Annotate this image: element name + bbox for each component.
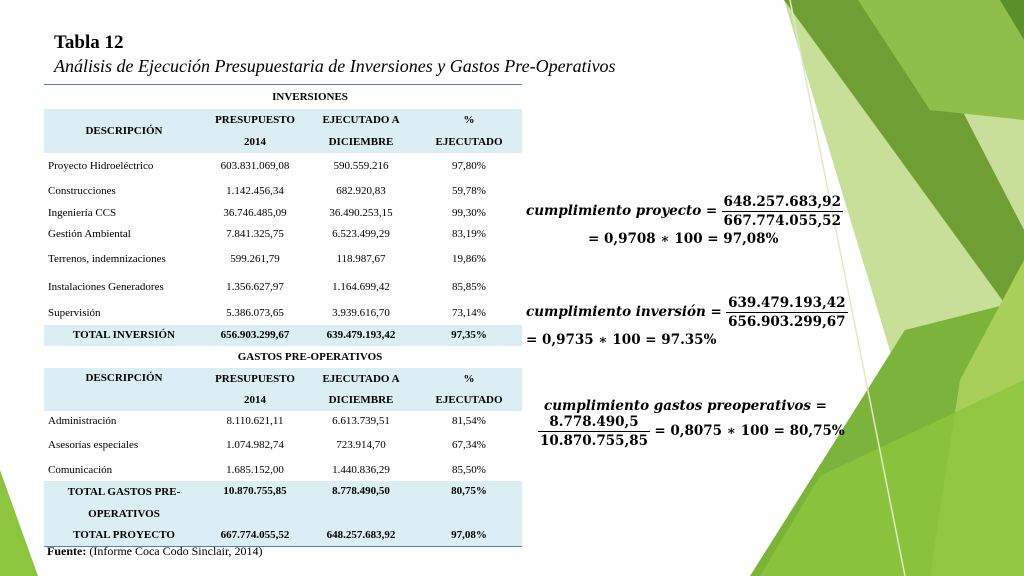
formula-gastos <box>538 398 845 449</box>
table-subtitle: Análisis de Ejecución Presupuestaria de Inversiones y Gastos Pre-Operativos <box>54 56 616 76</box>
total-inversion-ejecutado: 639.479.193,42 <box>306 325 416 346</box>
row-desc: Comunicación <box>48 463 113 476</box>
row-presupuesto: 36.746.485,09 <box>223 207 287 219</box>
gastos-header-pct: % <box>416 368 522 390</box>
formula-inversion-result: = 0,9735 ∗ 100 = 97.35% <box>526 332 717 348</box>
formula-proyecto <box>526 194 843 247</box>
inversiones-heading-row <box>44 85 522 109</box>
row-ejecutado: 590.559.216 <box>333 159 389 172</box>
header-presupuesto: PRESUPUESTO <box>204 109 306 131</box>
gastos-header-ejecutado: EJECUTADO A <box>306 368 416 390</box>
row-presupuesto: 1.142.456,34 <box>226 184 284 197</box>
row-pct: 59,78% <box>452 184 486 197</box>
row-presupuesto: 1.685.152,00 <box>226 463 284 476</box>
total-inversion-row <box>44 325 522 346</box>
formula-gastos-fraction <box>538 414 650 449</box>
row-ejecutado: 118.987,67 <box>336 252 386 265</box>
row-pct: 73,14% <box>452 306 486 319</box>
row-ejecutado: 36.490.253,15 <box>329 207 393 219</box>
row-desc: Asesorías especiales <box>48 439 139 451</box>
row-desc: Administración <box>48 415 117 427</box>
total-proyecto-desc: TOTAL PROYECTO <box>44 525 204 547</box>
row-desc: Supervisión <box>48 306 101 319</box>
header-descripcion: DESCRIPCIÓN <box>44 109 204 153</box>
header-ejecutado: EJECUTADO A <box>306 109 416 131</box>
gastos-heading: GASTOS PRE-OPERATIVOS <box>237 350 383 363</box>
formula-gastos-result: = 0,8075 ∗ 100 = 80,75% <box>654 423 845 439</box>
row-ejecutado: 6.613.739,51 <box>332 415 390 427</box>
gastos-header-presupuesto: PRESUPUESTO <box>204 368 306 390</box>
header-pct-ejecutado: EJECUTADO <box>416 131 522 153</box>
gastos-header-ejecutado-month: DICIEMBRE <box>306 390 416 411</box>
table-row <box>44 411 522 432</box>
row-pct: 19,86% <box>452 252 486 265</box>
row-desc: Gestión Ambiental <box>48 228 131 240</box>
gastos-header-pct-ejecutado: EJECUTADO <box>416 390 522 411</box>
inversiones-heading: INVERSIONES <box>204 85 416 109</box>
total-gastos-desc-1: TOTAL GASTOS PRE- <box>44 481 204 503</box>
total-inversion-presupuesto: 656.903.299,67 <box>204 325 306 346</box>
table-row <box>44 224 522 245</box>
row-presupuesto: 8.110.621,11 <box>226 415 284 427</box>
row-presupuesto: 599.261,79 <box>230 252 280 265</box>
row-pct: 97,80% <box>452 159 486 172</box>
table-title: Tabla 12 <box>54 32 124 53</box>
row-ejecutado: 682.920,83 <box>336 184 386 197</box>
total-gastos-ejecutado: 8.778.490,50 <box>306 481 416 525</box>
row-presupuesto: 1.356.627,97 <box>226 280 284 293</box>
row-desc: Proyecto Hidroeléctrico <box>48 159 154 172</box>
formula-proyecto-denominator: 667.774.055,52 <box>723 213 841 229</box>
gastos-header-row-1 <box>44 368 522 390</box>
source-text: (Informe Coca Codo Sinclair, 2014) <box>89 544 263 558</box>
row-ejecutado: 3.939.616,70 <box>332 306 390 319</box>
formula-proyecto-result: = 0,9708 ∗ 100 = 97,08% <box>588 231 779 247</box>
total-inversion-desc: TOTAL INVERSIÓN <box>44 325 204 346</box>
total-proyecto-ejecutado: 648.257.683,92 <box>306 525 416 547</box>
gastos-heading-row <box>44 346 522 368</box>
total-gastos-presupuesto: 10.870.755,85 <box>204 481 306 525</box>
formula-inversion-fraction <box>726 295 847 330</box>
row-presupuesto: 603.831.069,08 <box>220 159 290 172</box>
table-row <box>44 432 522 459</box>
formula-inversion-denominator: 656.903.299,67 <box>728 314 846 330</box>
row-desc: Ingeniería CCS <box>48 207 117 219</box>
row-ejecutado: 1.440.836,29 <box>332 463 390 476</box>
formula-inversion-label: cumplimiento inversión = <box>526 304 722 320</box>
source-note <box>47 544 262 559</box>
total-inversion-pct: 97,35% <box>416 325 522 346</box>
row-desc: Construcciones <box>48 184 116 197</box>
table-row <box>44 203 522 224</box>
header-row-1 <box>44 109 522 131</box>
header-pct: % <box>416 109 522 131</box>
gastos-header-presupuesto-year: 2014 <box>204 390 306 411</box>
total-gastos-pct: 80,75% <box>416 481 522 525</box>
table-row <box>44 179 522 203</box>
table-row <box>44 245 522 273</box>
total-gastos-row <box>44 481 522 503</box>
row-ejecutado: 1.164.699,42 <box>332 280 390 293</box>
row-desc: Terrenos, indemnizaciones <box>48 252 166 265</box>
source-label: Fuente: <box>47 544 87 558</box>
formula-inversion <box>526 295 848 348</box>
formula-proyecto-label: cumplimiento proyecto = <box>526 203 718 219</box>
total-gastos-desc-2: OPERATIVOS <box>44 503 204 525</box>
formula-gastos-label: cumplimiento gastos preoperativos = <box>544 398 827 414</box>
row-presupuesto: 1.074.982,74 <box>226 439 284 451</box>
header-ejecutado-month: DICIEMBRE <box>306 131 416 153</box>
table-row <box>44 459 522 481</box>
budget-table <box>44 84 522 547</box>
left-green-triangle <box>0 470 38 576</box>
total-proyecto-pct: 97,08% <box>416 525 522 547</box>
table-row <box>44 153 522 179</box>
row-presupuesto: 7.841.325,75 <box>226 228 284 240</box>
header-presupuesto-year: 2014 <box>204 131 306 153</box>
formula-proyecto-numerator: 648.257.683,92 <box>723 194 841 210</box>
row-pct: 99,30% <box>452 207 486 219</box>
row-pct: 81,54% <box>452 415 486 427</box>
table-row <box>44 273 522 301</box>
formula-gastos-denominator: 10.870.755,85 <box>540 433 649 449</box>
formula-inversion-numerator: 639.479.193,42 <box>728 295 846 311</box>
formula-proyecto-fraction <box>722 194 843 229</box>
row-pct: 67,34% <box>452 439 486 451</box>
formula-gastos-numerator: 8.778.490,5 <box>538 414 650 432</box>
row-pct: 85,85% <box>452 280 486 293</box>
row-pct: 85,50% <box>452 463 486 476</box>
row-presupuesto: 5.386.073,65 <box>226 306 284 319</box>
table-row <box>44 301 522 325</box>
total-proyecto-presupuesto: 667.774.055,52 <box>204 525 306 547</box>
row-ejecutado: 6.523.499,29 <box>332 228 390 240</box>
row-desc: Instalaciones Generadores <box>48 280 164 293</box>
title-block <box>54 32 616 77</box>
row-ejecutado: 723.914,70 <box>336 439 386 451</box>
gastos-header-descripcion: DESCRIPCIÓN <box>44 368 204 411</box>
row-pct: 83,19% <box>452 228 486 240</box>
